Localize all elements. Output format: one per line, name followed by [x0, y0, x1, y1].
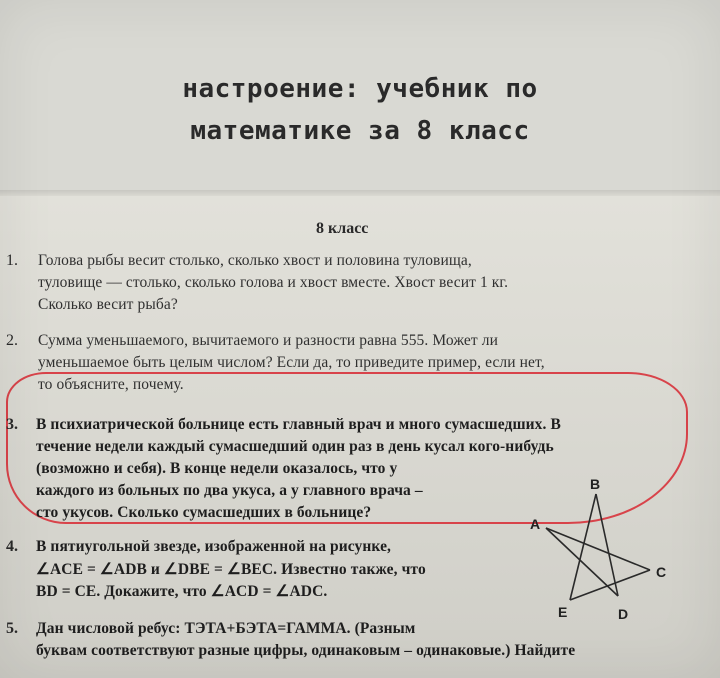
problem-4-line: BD = CE. Докажите, что ∠ACD = ∠ADC. — [36, 583, 328, 600]
caption-line-1: настроение: учебник по — [182, 74, 538, 104]
pentagram-drawing — [500, 476, 700, 626]
textbook-page — [0, 196, 720, 678]
problem-2-number: 2. — [6, 332, 18, 349]
problem-1-number: 1. — [6, 252, 18, 269]
problem-5-number: 5. — [6, 620, 18, 637]
star-edge-AC — [546, 528, 650, 570]
label-A: A — [530, 516, 541, 532]
star-edge-BD — [596, 494, 618, 596]
label-D: D — [618, 606, 629, 622]
label-B: B — [590, 476, 601, 492]
problem-2-line: Сумма уменьшаемого, вычитаемого и разности равна 555. Может ли — [38, 332, 498, 349]
grade-heading: 8 класс — [316, 220, 369, 237]
problem-1-line: Голова рыбы весит столько, сколько хвост и половина туловища, — [38, 252, 472, 269]
pentagram-figure — [500, 476, 700, 626]
problem-2-line: уменьшаемое быть целым числом? Если да, то приведите пример, если нет, — [38, 354, 545, 371]
label-C: C — [656, 564, 667, 580]
problem-2-line: то объясните, почему. — [38, 376, 184, 393]
problem-3-number: 3. — [6, 416, 18, 433]
meme-caption — [0, 68, 720, 152]
star-edge-EC — [570, 570, 650, 600]
problem-3-line: каждого из больных по два укуса, а у главного врача – — [36, 482, 423, 499]
problem-5-line: Дан числовой ребус: ТЭТА+БЭТА=ГАММА. (Разным — [36, 620, 416, 637]
problem-5-line: буквам соответствуют разные цифры, одинаковым – одинаковые.) Найдите — [36, 642, 576, 659]
problem-3-line: сто укусов. Сколько сумасшедших в больнице? — [36, 504, 372, 521]
problem-3-line: течение недели каждый сумасшедший один раз в день кусал кого-нибудь — [36, 438, 554, 455]
problem-4-line: ∠ACE = ∠ADB и ∠DBE = ∠BEC. Известно также, что — [36, 561, 426, 578]
caption-band — [0, 0, 720, 190]
caption-line-2: математике за 8 класс — [190, 116, 530, 146]
problem-3-line: В психиатрической больнице есть главный врач и много сумасшедших. В — [36, 416, 561, 433]
problem-4-number: 4. — [6, 538, 18, 555]
problem-1-line: Сколько весит рыба? — [38, 296, 178, 313]
problem-3-line: (возможно и себя). В конце недели оказалось, что у — [36, 460, 398, 477]
problem-1-line: туловище — столько, сколько голова и хвост вместе. Хвост весит 1 кг. — [38, 274, 509, 291]
problem-4-line: В пятиугольной звезде, изображенной на рисунке, — [36, 538, 392, 555]
label-E: E — [558, 604, 568, 620]
